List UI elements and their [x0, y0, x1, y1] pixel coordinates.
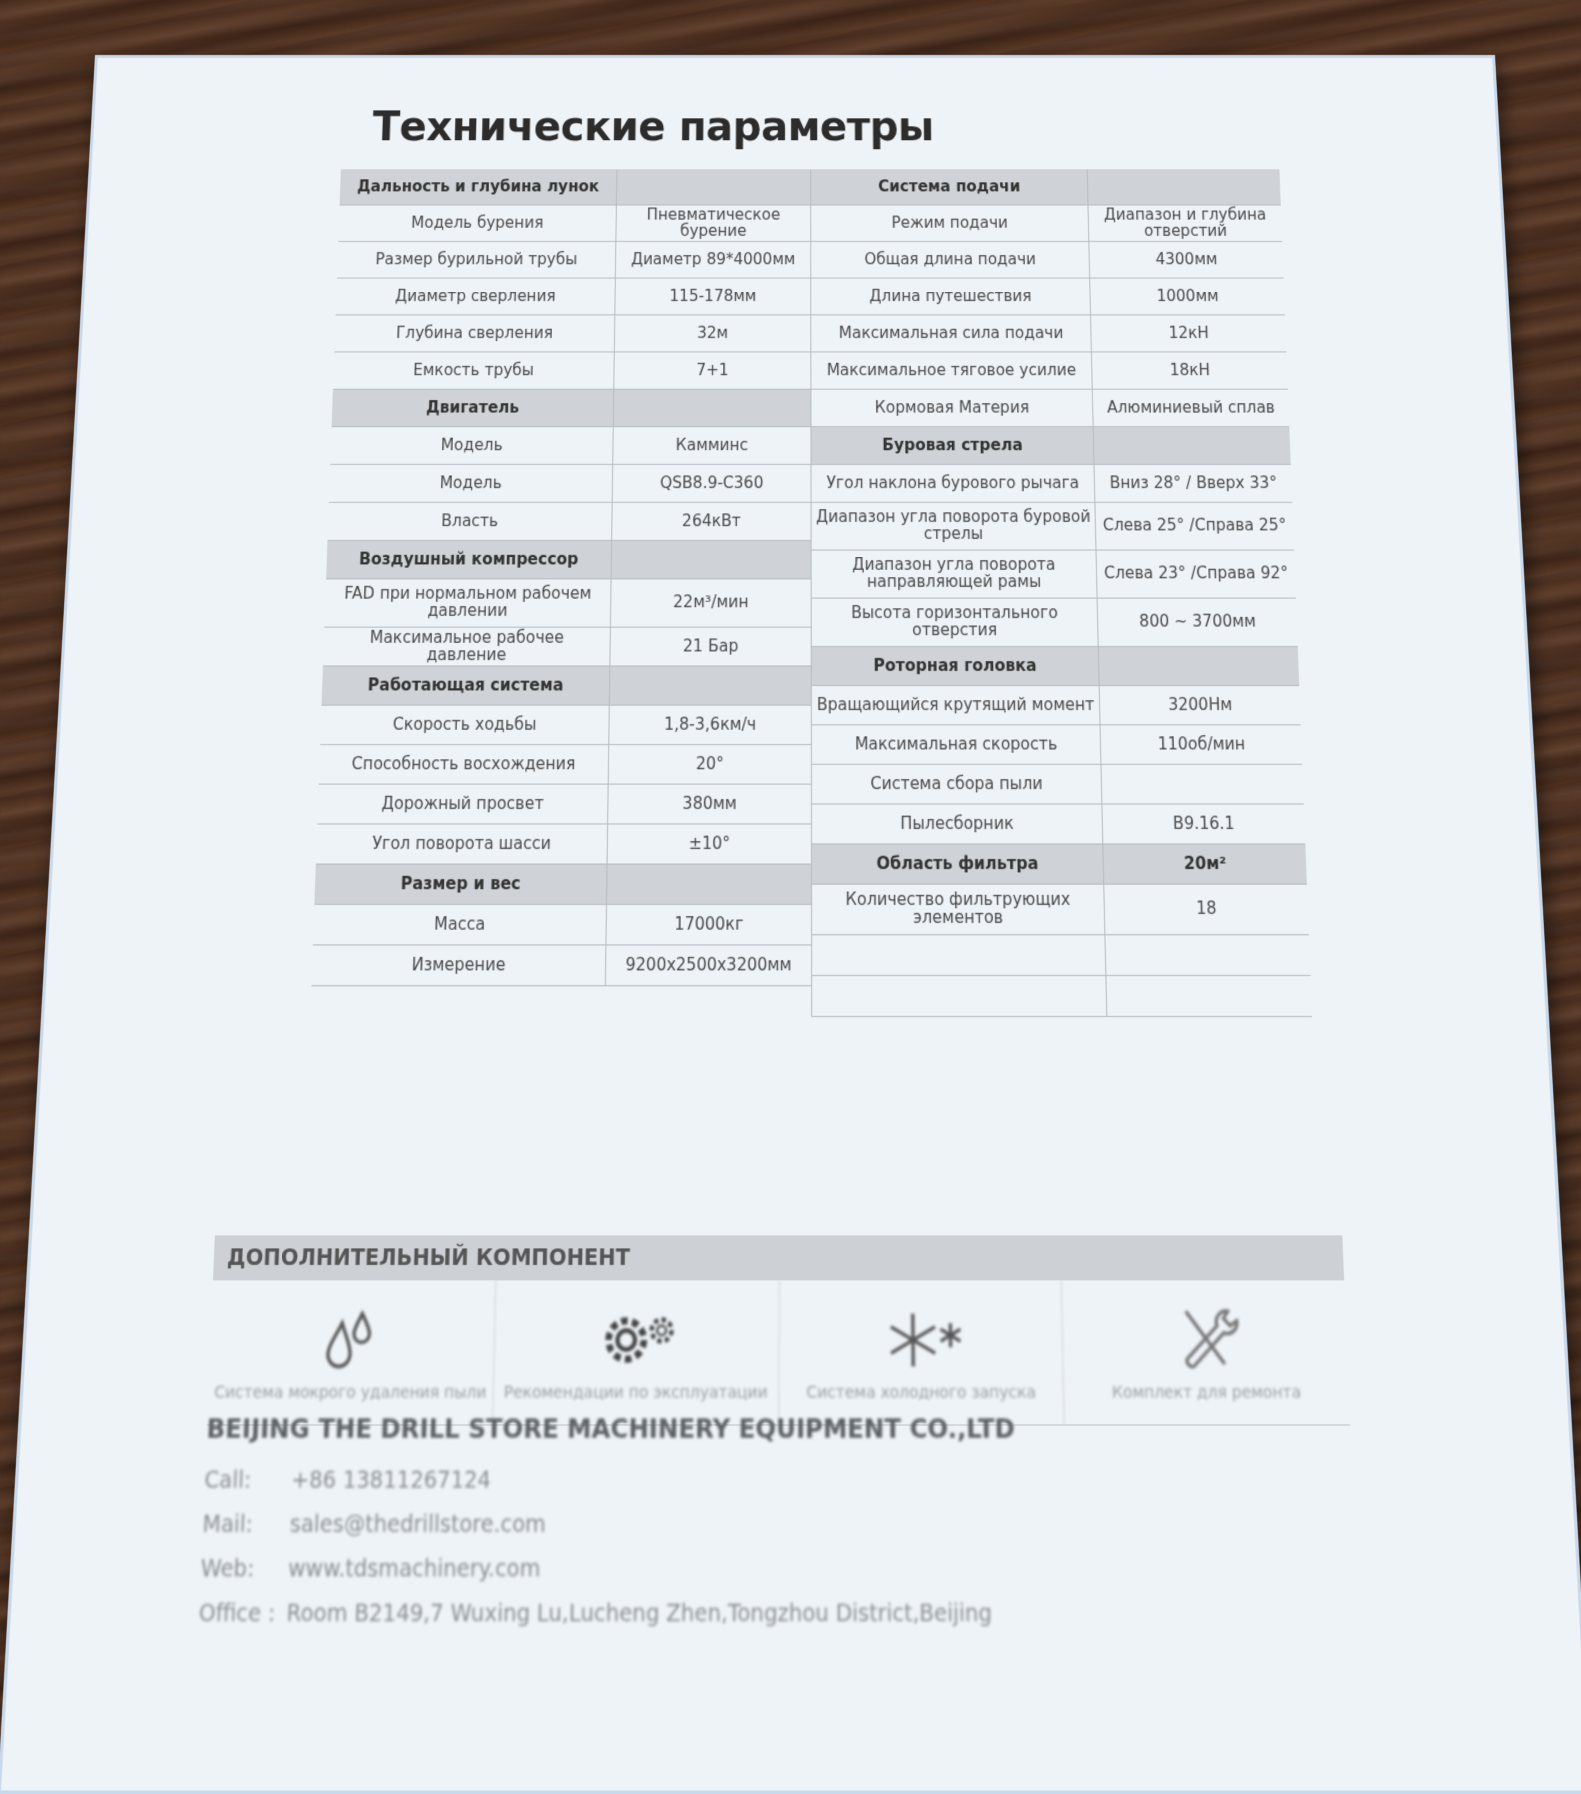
mail-label: Mail:: [202, 1511, 284, 1538]
section-title: Размер и вес: [314, 865, 607, 904]
spec-row: [338, 205, 810, 241]
spec-value: 7+1: [614, 352, 810, 388]
spec-value: ±10°: [608, 825, 811, 864]
spec-label: [811, 935, 1107, 975]
spec-row: [811, 599, 1298, 647]
spec-value: Слева 25° /Справа 25°: [1096, 503, 1294, 550]
section-header-row: [332, 390, 811, 427]
spec-label: Модель: [330, 427, 613, 464]
section-title: Система подачи: [810, 169, 1089, 204]
spec-value: [1106, 935, 1311, 975]
spec-row: [811, 503, 1295, 551]
spec-label: Кормовая Материя: [810, 390, 1093, 426]
spec-value: [612, 541, 811, 578]
spec-label: Измерение: [311, 946, 606, 986]
spec-row: [810, 390, 1289, 427]
spec-value: Камминс: [613, 427, 810, 464]
spec-value: 18: [1105, 885, 1309, 934]
web-label: Web:: [200, 1555, 282, 1582]
additional-heading: ДОПОЛНИТЕЛЬНЫЙ КОМПОНЕНТ: [213, 1235, 1344, 1280]
spec-row: [811, 805, 1305, 845]
spec-row: [810, 279, 1285, 316]
spec-row: [316, 825, 811, 865]
section-header-row: [314, 865, 811, 905]
additional-item: [493, 1280, 779, 1424]
additional-item-label: Система мокрого удаления пыли: [214, 1383, 487, 1402]
spec-value: [607, 865, 811, 904]
spec-row: [327, 503, 810, 541]
spec-label: Диапазон угла поворота направляющей рамы: [811, 551, 1098, 598]
spec-row: [811, 765, 1304, 805]
spec-value: 115-178мм: [615, 279, 810, 315]
spec-value: 21 Бар: [610, 628, 810, 666]
spec-label: Диапазон угла поворота буровой стрелы: [811, 503, 1097, 550]
spec-value: [1102, 765, 1304, 804]
spec-label: [811, 976, 1107, 1016]
section-title: Воздушный компрессор: [326, 541, 612, 578]
spec-row: [323, 628, 811, 667]
section-header-row: [811, 647, 1300, 686]
spec-label: Максимальное рабочее давление: [323, 628, 611, 666]
spec-label: Угол поворота шасси: [316, 825, 608, 864]
spec-label: Максимальная сила подачи: [810, 315, 1092, 351]
spec-row: [810, 205, 1282, 241]
spec-table: [310, 169, 1312, 1017]
spec-value: [1107, 976, 1312, 1016]
company-name: BEIJING THE DRILL STORE MACHINERY EQUIPMENT CO.,LTD: [206, 1415, 1015, 1445]
phone-number: +86 13811267124: [291, 1467, 491, 1494]
spec-value: Вниз 28° / Вверх 33°: [1095, 465, 1292, 502]
spec-row: [811, 551, 1296, 599]
spec-value: [610, 667, 811, 705]
additional-item-label: Комплект для ремонта: [1112, 1383, 1302, 1402]
spec-label: Масса: [313, 905, 607, 944]
section-title: Буровая стрела: [810, 427, 1094, 464]
spec-label: Угол наклона бурового рычага: [810, 465, 1095, 502]
section-header-row: [322, 667, 811, 706]
additional-item-label: Система холодного запуска: [806, 1383, 1036, 1402]
spec-row: [330, 427, 810, 465]
section-header-row: [326, 541, 811, 579]
spec-label: Глубина сверления: [334, 315, 615, 351]
spec-label: Длина путешествия: [810, 279, 1091, 315]
additional-item: [207, 1280, 496, 1424]
section-title: Роторная головка: [811, 647, 1100, 685]
spec-value: 110об/мин: [1101, 725, 1302, 763]
spec-row: [320, 706, 811, 745]
spec-value: Слева 23° /Справа 92°: [1097, 551, 1296, 598]
additional-item: [1062, 1280, 1350, 1424]
spec-row: [317, 785, 811, 825]
company-info: [197, 1415, 1018, 1645]
spec-row: [334, 315, 810, 352]
spec-label: Власть: [328, 503, 613, 540]
spec-row: [333, 352, 810, 389]
call-label: Call:: [204, 1467, 285, 1494]
spec-label: Режим подачи: [810, 205, 1089, 240]
spec-value: B9.16.1: [1103, 805, 1306, 844]
spec-label: Размер бурильной трубы: [337, 242, 616, 278]
spec-sheet-paper: [0, 55, 1581, 1794]
snowflake-icon: [871, 1302, 971, 1374]
additional-item: [779, 1280, 1065, 1424]
email-address: sales@thedrillstore.com: [289, 1511, 546, 1538]
section-title: Работающая система: [322, 667, 611, 705]
spec-label: Система сбора пыли: [811, 765, 1103, 804]
additional-components: [207, 1235, 1350, 1425]
spec-value: 380мм: [608, 785, 811, 824]
spec-value: [617, 169, 810, 204]
spec-value: [1088, 169, 1281, 204]
spec-row: [324, 579, 810, 627]
spec-value: Диапазон и глубина отверстий: [1089, 205, 1282, 240]
spec-label: Способность восхождения: [319, 745, 609, 783]
spec-label: Максимальная скорость: [811, 725, 1102, 763]
section-title: Двигатель: [332, 390, 615, 426]
spec-row: [811, 976, 1312, 1017]
spec-label: Общая длина подачи: [810, 242, 1090, 278]
spec-label: Вращающийся крутящий момент: [811, 686, 1101, 724]
section-header-row: [810, 169, 1281, 205]
section-title: Область фильтра: [811, 845, 1105, 884]
spec-value: 22м³/мин: [611, 579, 811, 626]
spec-row: [810, 465, 1292, 503]
spec-value: 264кВт: [612, 503, 810, 540]
spec-label: Пылесборник: [811, 805, 1104, 844]
spec-value: [1094, 427, 1291, 464]
spec-row: [810, 315, 1286, 352]
spec-value: Диаметр 89*4000мм: [616, 242, 810, 278]
spec-label: Модель: [329, 465, 613, 502]
spec-value: [614, 390, 811, 426]
spec-row: [311, 946, 811, 987]
spec-row: [319, 745, 811, 785]
page-title: Технические параметры: [372, 104, 934, 150]
spec-label: Максимальное тяговое усилие: [810, 352, 1093, 388]
spec-value: 1,8-3,6км/ч: [609, 706, 811, 744]
gears-icon: [586, 1302, 686, 1374]
spec-row: [337, 242, 810, 279]
spec-value: 12кН: [1091, 315, 1286, 351]
additional-item-label: Рекомендации по эксплуатации: [504, 1383, 768, 1402]
spec-row: [811, 686, 1301, 725]
spec-value: 32м: [615, 315, 811, 351]
contact-office: [198, 1600, 1018, 1627]
contact-call: [204, 1467, 1016, 1494]
spec-column-left: [310, 169, 811, 1017]
spec-value: 1000мм: [1090, 279, 1285, 315]
spec-row: [810, 242, 1283, 279]
wrench-screwdriver-icon: [1154, 1302, 1255, 1374]
spec-label: Количество фильтрующих элементов: [811, 885, 1106, 934]
spec-value: Пневматическое бурение: [616, 205, 810, 240]
spec-value: 18кН: [1092, 352, 1288, 388]
additional-icons-row: [207, 1280, 1350, 1425]
spec-label: Высота горизонтального отверстия: [811, 599, 1099, 646]
spec-row: [811, 935, 1310, 976]
section-header-row: [810, 427, 1290, 465]
contact-mail: [202, 1511, 1016, 1538]
spec-row: [336, 279, 811, 316]
spec-row: [329, 465, 811, 503]
spec-value: 9200x2500x3200мм: [606, 946, 811, 986]
section-title: Дальность и глубина лунок: [340, 169, 618, 204]
section-header-row: [340, 169, 811, 205]
spec-column-right: [810, 169, 1312, 1017]
spec-value: QSB8.9-C360: [613, 465, 811, 502]
spec-row: [810, 352, 1288, 389]
spec-value: 3200Нм: [1100, 686, 1301, 724]
spec-row: [811, 725, 1303, 764]
office-label: Office :: [198, 1600, 280, 1627]
water-drops-icon: [301, 1302, 403, 1374]
website: www.tdsmachinery.com: [288, 1555, 541, 1582]
spec-label: Скорость ходьбы: [320, 706, 610, 744]
spec-row: [313, 905, 811, 946]
spec-value: Алюминиевый сплав: [1093, 390, 1289, 426]
office-address: Room B2149,7 Wuxing Lu,Lucheng Zhen,Tongzhou District,Beijing: [286, 1600, 992, 1627]
spec-label: Емкость трубы: [333, 352, 615, 388]
contact-web: [200, 1555, 1017, 1582]
spec-value: 800 ~ 3700мм: [1098, 599, 1298, 646]
spec-value: 20м²: [1104, 845, 1307, 884]
spec-label: FAD при нормальном рабочем давлении: [324, 579, 611, 626]
spec-row: [811, 885, 1309, 936]
section-header-row: [811, 845, 1307, 885]
spec-label: Диаметр сверления: [336, 279, 616, 315]
spec-label: Дорожный просвет: [317, 785, 608, 824]
spec-value: 20°: [609, 745, 811, 783]
spec-value: [1099, 647, 1299, 685]
spec-value: 4300мм: [1090, 242, 1284, 278]
spec-value: 17000кг: [606, 905, 811, 944]
spec-label: Модель бурения: [338, 205, 617, 240]
